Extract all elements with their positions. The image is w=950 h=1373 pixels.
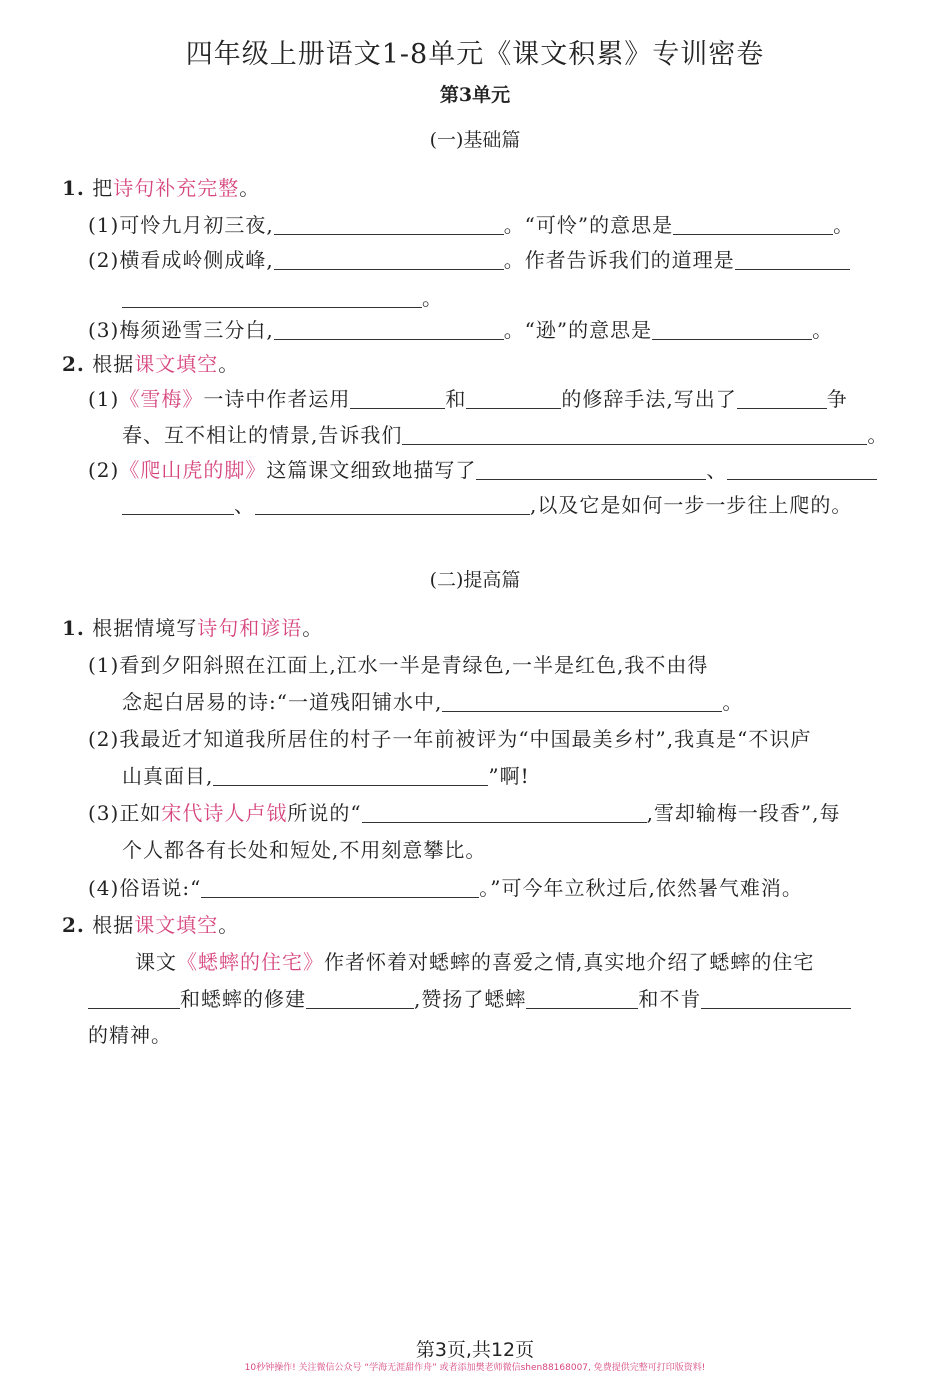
item-3-1 <box>88 651 708 679</box>
item-text: (3)梅须逊雪三分白, <box>88 318 274 342</box>
question-text: 。 <box>218 352 240 376</box>
item-1-1 <box>88 211 854 239</box>
answer-blank[interactable] <box>274 317 504 340</box>
item-text: 这篇课文细致地描写了 <box>266 458 477 482</box>
question-1-heading <box>62 614 323 642</box>
item-text: 、 <box>234 493 255 517</box>
question-number: 1. <box>62 616 85 640</box>
question-number: 2. <box>62 352 85 376</box>
answer-blank[interactable] <box>673 212 833 235</box>
question-text: 。 <box>218 913 240 937</box>
answer-blank[interactable] <box>274 247 504 270</box>
answer-blank[interactable] <box>442 689 722 712</box>
question-2-heading <box>62 350 239 378</box>
answer-blank[interactable] <box>306 986 414 1009</box>
footer-notice: 10秒钟操作! 关注微信公众号 “学海无涯甜作舟” 或者添加樊老师微信shen88168007, 免费提供完整可打印版资料! <box>244 1363 706 1373</box>
answer-blank[interactable] <box>526 986 638 1009</box>
item-1-2 <box>88 246 850 274</box>
item-2-2 <box>88 456 877 484</box>
answer-blank[interactable] <box>213 763 488 786</box>
item-text: 一诗中作者运用 <box>203 387 351 411</box>
item-3-4 <box>88 874 803 902</box>
item-text: 个人都各有长处和短处,不用刻意攀比。 <box>122 838 487 862</box>
item-text: (2) <box>88 458 120 482</box>
section-heading-advanced: (二)提高篇 <box>429 569 521 591</box>
question-text: 把 <box>92 176 114 200</box>
item-text: 念起白居易的诗:“一道残阳铺水中, <box>122 690 443 714</box>
item-text: 春、互不相让的情景,告诉我们 <box>122 423 403 447</box>
item-4-1-continued <box>88 985 851 1013</box>
item-text: 课文 <box>135 950 177 974</box>
item-3-2-continued <box>122 762 530 790</box>
item-text: ”啊! <box>488 764 530 788</box>
item-highlight: 宋代诗人卢钺 <box>161 801 288 825</box>
item-text: 。 <box>722 690 744 714</box>
item-3-3 <box>88 799 841 827</box>
item-text: 。”可今年立秋过后,依然暑气难消。 <box>479 876 803 900</box>
question-highlight: 课文填空 <box>134 913 219 937</box>
item-text: 。 <box>812 318 834 342</box>
question-2-heading <box>62 911 239 939</box>
answer-blank[interactable] <box>88 986 180 1009</box>
item-2-2-continued <box>122 491 852 519</box>
answer-blank[interactable] <box>402 422 867 445</box>
answer-blank[interactable] <box>476 457 706 480</box>
answer-blank[interactable] <box>362 800 647 823</box>
question-highlight: 课文填空 <box>134 352 219 376</box>
question-highlight: 诗句和谚语 <box>197 616 303 640</box>
answer-blank[interactable] <box>122 285 422 308</box>
answer-blank[interactable] <box>701 986 851 1009</box>
item-text: 。 <box>867 423 889 447</box>
unit-heading: 第3单元 <box>439 84 511 106</box>
item-text: (3)正如 <box>88 801 162 825</box>
item-text: (1)看到夕阳斜照在江面上,江水一半是青绿色,一半是红色,我不由得 <box>88 653 709 677</box>
item-text: 和 <box>445 387 467 411</box>
item-text: 。“逊”的意思是 <box>503 318 653 342</box>
question-number: 1. <box>62 176 85 200</box>
item-2-1 <box>88 385 848 413</box>
page-number: 第3页,共12页 <box>415 1339 535 1361</box>
item-text: 的精神。 <box>88 1023 172 1047</box>
item-highlight: 《雪梅》 <box>119 387 204 411</box>
item-text: 的修辞手法,写出了 <box>561 387 737 411</box>
item-highlight: 《蟋蟀的住宅》 <box>177 950 324 974</box>
answer-blank[interactable] <box>350 386 445 409</box>
item-3-2 <box>88 725 811 753</box>
answer-blank[interactable] <box>737 386 827 409</box>
item-1-3 <box>88 316 833 344</box>
question-text: 根据 <box>92 913 135 937</box>
item-1-2-continued <box>122 284 443 312</box>
item-highlight: 《爬山虎的脚》 <box>119 458 267 482</box>
item-2-1-continued <box>122 421 888 449</box>
question-1-heading <box>62 174 260 202</box>
question-text: 根据 <box>92 352 135 376</box>
item-3-3-continued <box>122 836 486 864</box>
item-3-1-continued <box>122 688 743 716</box>
answer-blank[interactable] <box>727 457 877 480</box>
section-heading-basic: (一)基础篇 <box>429 129 521 151</box>
answer-blank[interactable] <box>255 492 530 515</box>
page-title: 四年级上册语文1-8单元《课文积累》专训密卷 <box>185 39 765 70</box>
item-text: 。 <box>833 213 855 237</box>
answer-blank[interactable] <box>466 386 561 409</box>
question-highlight: 诗句补充完整 <box>113 176 240 200</box>
answer-blank[interactable] <box>274 212 504 235</box>
question-text: 根据情境写 <box>92 616 198 640</box>
item-text: 。 <box>422 286 443 310</box>
answer-blank[interactable] <box>652 317 812 340</box>
question-text: 。 <box>239 176 261 200</box>
item-text: 山真面目, <box>122 764 214 788</box>
answer-blank[interactable] <box>735 247 850 270</box>
item-text: (1)可怜九月初三夜, <box>88 213 274 237</box>
item-text: 。作者告诉我们的道理是 <box>503 248 735 272</box>
item-text: 所说的“ <box>287 801 362 825</box>
item-4-1 <box>135 948 814 976</box>
item-text: ,雪却输梅一段香”,每 <box>646 801 841 825</box>
item-text: ,以及它是如何一步一步往上爬的。 <box>530 493 853 517</box>
item-text: 。“可怜”的意思是 <box>503 213 674 237</box>
item-text: (2)我最近才知道我所居住的村子一年前被评为“中国最美乡村”,我真是“不识庐 <box>88 727 812 751</box>
item-text: (2)横看成岭侧成峰, <box>88 248 274 272</box>
item-text: 和蟋蟀的修建 <box>180 987 306 1011</box>
item-text: ,赞扬了蟋蟀 <box>414 987 527 1011</box>
answer-blank[interactable] <box>201 875 479 898</box>
item-text: (4)俗语说:“ <box>88 876 202 900</box>
item-text: 争 <box>826 387 848 411</box>
question-text: 。 <box>302 616 324 640</box>
answer-blank[interactable] <box>122 492 234 515</box>
item-text: 、 <box>706 458 728 482</box>
question-number: 2. <box>62 913 85 937</box>
item-text: 作者怀着对蟋蟀的喜爱之情,真实地介绍了蟋蟀的住宅 <box>324 950 815 974</box>
item-text: (1) <box>88 387 120 411</box>
item-4-1-end <box>88 1021 172 1049</box>
item-text: 和不肯 <box>638 987 702 1011</box>
